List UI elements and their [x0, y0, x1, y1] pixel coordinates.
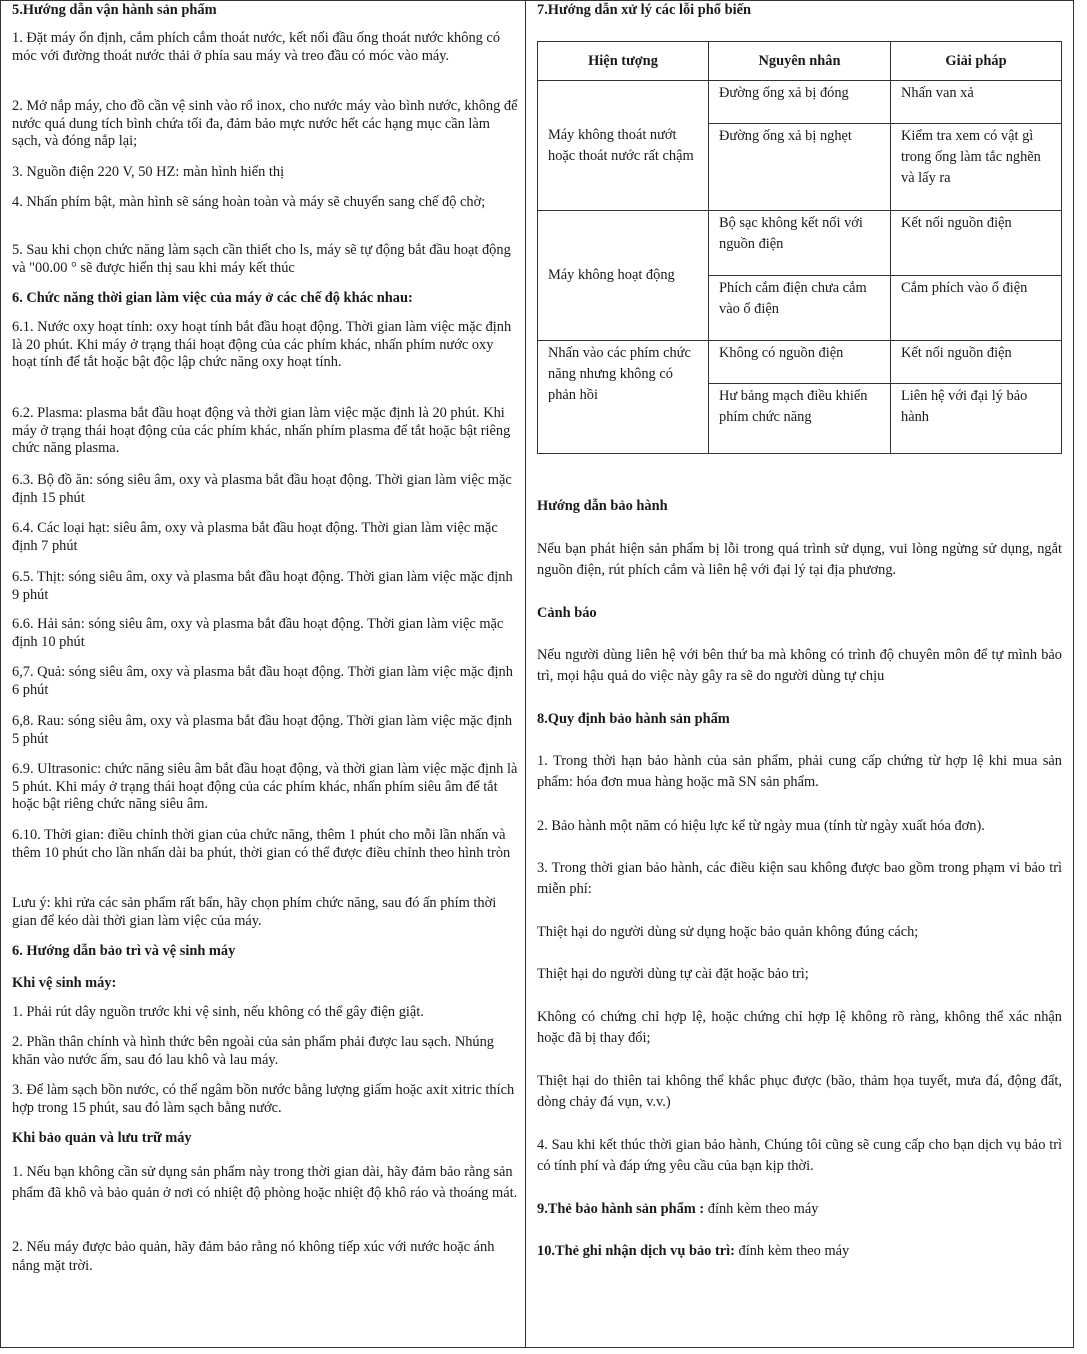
cause-cell: Hư bảng mạch điều khiển phím chức năng — [709, 384, 891, 454]
cause-cell: Đường ống xả bị đóng — [709, 81, 891, 124]
mode-6-9: 6.9. Ultrasonic: chức năng siêu âm bắt đầu hoạt động, và thời gian làm việc mặc định là 5 phút. Khi máy ở trạng thái hoạt động của các phím khác, nhấn phím siêu âm để tắt hoặc bật riêng chức năng siêu âm. — [12, 761, 518, 812]
cleaning-step-2: 2. Phần thân chính và hình thức bên ngoài của sản phẩm phải được lau sạch. Nhúng khăn vào nước ấm, sau đó lau khô và lau máy. — [12, 1034, 494, 1068]
troubleshooting-table — [537, 41, 1062, 454]
header-symptom: Hiện tượng — [538, 42, 709, 81]
storage-subtitle: Khi bảo quản và lưu trữ máy — [12, 1130, 192, 1146]
section-6-title: 6. Chức năng thời gian làm việc của máy ở các chế độ khác nhau: — [12, 290, 413, 306]
storage-step-2: 2. Nếu máy được bảo quản, hãy đảm bảo rằng nó không tiếp xúc với nước hoặc ánh nắng mặt trời. — [12, 1239, 495, 1274]
section-8-title: 8.Quy định bảo hành sản phẩm — [537, 711, 730, 727]
solution-cell: Kết nối nguồn điện — [891, 211, 1062, 276]
section-9-text: đính kèm theo máy — [704, 1201, 819, 1217]
mode-6-8: 6,8. Rau: sóng siêu âm, oxy và plasma bắt đầu hoạt động. Thời gian làm việc mặc định 5 phút — [12, 713, 513, 747]
section-5-step-1: 1. Đặt máy ổn định, cắm phích cắm thoát nước, kết nối đầu ống thoát nước không có móc với đường thoát nước thải ở phía sau máy và treo đầu có móc vào máy. — [12, 30, 501, 64]
warranty-rule-1: 1. Trong thời hạn bảo hành của sản phẩm, phải cung cấp chứng từ hợp lệ khi mua sản phẩm: hóa đơn mua hàng hoặc mã SN sản phẩm. — [537, 753, 1062, 790]
warning-title: Cảnh báo — [537, 605, 597, 621]
mode-6-2: 6.2. Plasma: plasma bắt đầu hoạt động và thời gian làm việc mặc định là 20 phút. Khi máy ở trạng thái hoạt động của các phím khác, nhấn phím plasma để tắt hoặc bật riêng chức năng plasma. — [12, 405, 511, 456]
mode-6-6: 6.6. Hải sản: sóng siêu âm, oxy và plasma bắt đầu hoạt động. Thời gian làm việc mặc định 10 phút — [12, 616, 504, 650]
cleaning-step-3: 3. Để làm sạch bồn nước, có thể ngâm bồn nước bằng lượng giấm hoặc axit xitric thích hợp trong 15 phút, sau đó làm sạch bằng nước. — [12, 1082, 515, 1116]
header-solution: Giải pháp — [891, 42, 1062, 81]
cleaning-subtitle: Khi vệ sinh máy: — [12, 975, 117, 991]
solution-cell: Liên hệ với đại lý bảo hành — [891, 384, 1062, 454]
warranty-rule-3: 3. Trong thời gian bảo hành, các điều kiện sau không được bao gồm trong phạm vi bảo trì miễn phí: — [537, 860, 1062, 897]
section-7-title: 7.Hướng dẫn xử lý các lỗi phổ biến — [537, 2, 751, 18]
solution-cell: Kết nối nguồn điện — [891, 341, 1062, 384]
table-header-row — [538, 42, 1062, 81]
maintenance-title: 6. Hướng dẫn bảo trì và vệ sinh máy — [12, 943, 236, 959]
section-9-title: 9.Thẻ bảo hành sản phẩm : — [537, 1201, 705, 1217]
mode-6-10: 6.10. Thời gian: điều chỉnh thời gian của chức năng, thêm 1 phút cho mỗi lần nhấn và thêm 10 phút cho lần nhấn dài ba phút, thời gian có thể được điều chỉnh theo hình tròn — [12, 827, 511, 861]
solution-cell: Kiểm tra xem có vật gì trong ống làm tắc nghẽn và lấy ra — [891, 124, 1062, 211]
cause-cell: Đường ống xả bị nghẹt — [709, 124, 891, 211]
exclusion-item: Không có chứng chỉ hợp lệ, hoặc chứng chỉ hợp lệ không rõ ràng, không thể xác nhận hoặc đã bị thay đổi; — [537, 1009, 1062, 1046]
exclusion-item: Thiệt hại do thiên tai không thể khắc phục được (bão, thảm họa tuyết, mưa đá, động đất, dòng chảy đá vụn, v.v.) — [537, 1073, 1062, 1110]
section-9-line — [537, 1199, 1062, 1220]
table-row — [538, 81, 1062, 124]
cause-cell: Bộ sạc không kết nối với nguồn điện — [709, 211, 891, 276]
mode-6-3: 6.3. Bộ đồ ăn: sóng siêu âm, oxy và plasma bắt đầu hoạt động. Thời gian làm việc mặc định 15 phút — [12, 472, 512, 506]
exclusion-item: Thiệt hại do người dùng tự cài đặt hoặc bảo trì; — [537, 966, 809, 982]
cause-cell: Phích cắm điện chưa cắm vào ổ điện — [709, 276, 891, 341]
section-5-step-2: 2. Mở nắp máy, cho đồ cần vệ sinh vào rổ inox, cho nước máy vào bình nước, không để nước quá dung tích bình chứa tối đa, đảm bảo mực nước hết các hạng mục cần làm sạch, và đóng nắp lại; — [12, 98, 518, 149]
warranty-guide-text: Nếu bạn phát hiện sản phẩm bị lỗi trong quá trình sử dụng, vui lòng ngừng sử dụng, ngắt nguồn điện, rút phích cắm và liên hệ với đại lý tại địa phương. — [537, 541, 1062, 578]
symptom-cell: Máy không thoát nướt hoặc thoát nước rất chậm — [538, 81, 709, 211]
section-5-title: 5.Hướng dẫn vận hành sản phẩm — [12, 2, 217, 18]
symptom-cell: Máy không hoạt động — [538, 211, 709, 341]
symptom-cell: Nhấn vào các phím chức năng nhưng không có phản hồi — [538, 341, 709, 454]
table-row — [538, 341, 1062, 384]
mode-6-4: 6.4. Các loại hạt: siêu âm, oxy và plasma bắt đầu hoạt động. Thời gian làm việc mặc định 7 phút — [12, 520, 498, 554]
column-divider — [525, 0, 526, 1348]
section-5-step-3: 3. Nguồn điện 220 V, 50 HZ: màn hình hiển thị — [12, 164, 285, 180]
warning-text: Nếu người dùng liên hệ với bên thứ ba mà không có trình độ chuyên môn để tự mình bảo trì, mọi hậu quả do việc này gây ra sẽ do người dùng tự chịu — [537, 647, 1062, 684]
mode-6-1: 6.1. Nước oxy hoạt tính: oxy hoạt tính bắt đầu hoạt động. Thời gian làm việc mặc định là 20 phút. Khi máy ở trạng thái hoạt động của các phím khác, nhấn phím nước oxy hoạt tính để tắt hoặc bật độc lập chức năng oxy hoạt tính. — [12, 319, 512, 370]
section-10-text: đính kèm theo máy — [734, 1243, 850, 1259]
solution-cell: Nhấn van xả — [891, 81, 1062, 124]
usage-note: Lưu ý: khi rửa các sản phẩm rất bẩn, hãy chọn phím chức năng, sau đó ấn phím thời gian để kéo dài thời gian làm việc của máy. — [12, 895, 497, 929]
warranty-rule-4: 4. Sau khi kết thúc thời gian bảo hành, Chúng tôi cũng sẽ cung cấp cho bạn dịch vụ bảo trì có tính phí và đáp ứng yêu cầu của bạn kịp thời. — [537, 1137, 1062, 1174]
solution-cell: Cắm phích vào ổ điện — [891, 276, 1062, 341]
storage-step-1: 1. Nếu bạn không cần sử dụng sản phẩm này trong thời gian dài, hãy đảm bảo rằng sản phẩm đã khô và bảo quản ở nơi có nhiệt độ phòng hoặc nhiệt độ khô ráo và thoáng mát. — [12, 1164, 518, 1201]
warranty-rule-2: 2. Bảo hành một năm có hiệu lực kể từ ngày mua (tính từ ngày xuất hóa đơn). — [537, 818, 985, 834]
section-10-title: 10.Thẻ ghi nhận dịch vụ bảo trì: — [537, 1243, 735, 1259]
warranty-guide-title: Hướng dẫn bảo hành — [537, 498, 668, 514]
mode-6-5: 6.5. Thịt: sóng siêu âm, oxy và plasma bắt đầu hoạt động. Thời gian làm việc mặc định 9 phút — [12, 569, 513, 603]
section-10-line — [537, 1241, 1062, 1262]
mode-6-7: 6,7. Quả: sóng siêu âm, oxy và plasma bắt đầu hoạt động. Thời gian làm việc mặc định 6 phút — [12, 664, 513, 698]
table-row — [538, 211, 1062, 276]
cause-cell: Không có nguồn điện — [709, 341, 891, 384]
exclusion-item: Thiệt hại do người dùng sử dụng hoặc bảo quản không đúng cách; — [537, 924, 919, 940]
cleaning-step-1: 1. Phải rút dây nguồn trước khi vệ sinh, nếu không có thể gây điện giật. — [12, 1004, 424, 1020]
section-5-step-4: 4. Nhấn phím bật, màn hình sẽ sáng hoàn toàn và máy sẽ chuyển sang chế độ chờ; — [12, 194, 486, 210]
header-cause: Nguyên nhân — [709, 42, 891, 81]
section-5-step-5: 5. Sau khi chọn chức năng làm sạch cần thiết cho ls, máy sẽ tự động bắt đầu hoạt động và "00.00 ° sẽ được hiển thị sau khi máy kết thúc — [12, 242, 511, 276]
